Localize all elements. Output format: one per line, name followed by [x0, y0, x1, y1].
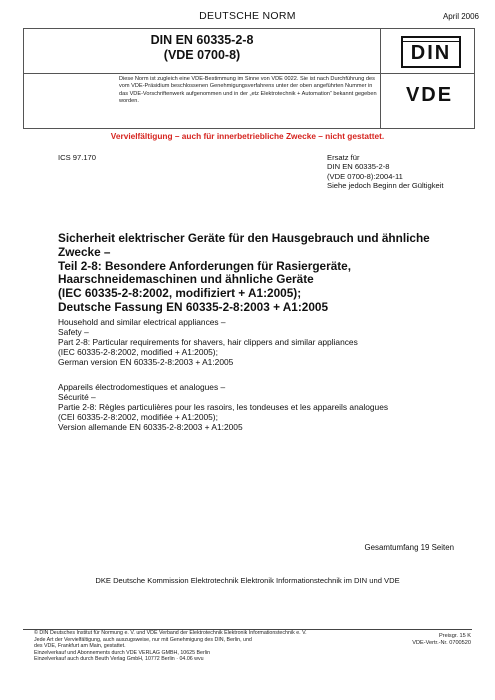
publication-date: April 2006 [442, 12, 479, 21]
replacement-line: Siehe jedoch Beginn der Gültigkeit [327, 181, 444, 191]
footer-line: Jede Art der Vervielfältigung, auch auszugsweise, nur mit Genehmigung des DIN, Berlin, und [34, 636, 252, 643]
footer-order-info [412, 633, 471, 647]
replacement-notice [327, 153, 444, 191]
french-title-line: Appareils électrodomestiques et analogues – [58, 382, 226, 392]
french-title [58, 382, 458, 432]
din-logo-text: DIN [410, 42, 452, 64]
box-divider-vertical [380, 29, 381, 128]
german-title-line: Teil 2-8: Besondere Anforderungen für Rasiergeräte, [58, 258, 352, 273]
french-title-line: Version allemande EN 60335-2-8:2003 + A1:2005 [58, 422, 243, 433]
replacement-line: Ersatz für [327, 153, 360, 162]
english-title-line: Part 2-8: Particular requirements for shavers, hair clippers and similar appliances [58, 337, 358, 348]
footer-line: © DIN Deutsches Institut für Normung e. V. und VDE Verband der Elektrotechnik Elektronik Informationstechnik e. V. [34, 630, 307, 636]
vde-classification: (VDE 0700-8) [163, 48, 241, 62]
copy-restriction-warning: Vervielfältigung – auch für innerbetriebliche Zwecke – nicht gestattet. [110, 131, 385, 141]
english-title-line: Safety – [58, 327, 89, 338]
standard-number-block [24, 33, 380, 63]
document-type-header: DEUTSCHE NORM [199, 10, 296, 22]
german-title [58, 232, 448, 315]
footer-line: Einzelverkauf auch durch Beuth Verlag GmbH, 10772 Berlin · 04.06 wvu [34, 656, 204, 663]
footer-line: Einzelverkauf und Abonnements durch VDE VERLAG GMBH, 10625 Berlin [34, 649, 211, 656]
order-number: VDE-Vertr.-Nr. 0700520 [412, 640, 471, 646]
english-title-line: German version EN 60335-2-8:2003 + A1:2005 [58, 357, 234, 368]
box-divider-horizontal [24, 73, 474, 74]
replacement-line: DIN EN 60335-2-8 [327, 162, 390, 172]
total-pages: Gesamtumfang 19 Seiten [364, 543, 454, 552]
english-title-line: (IEC 60335-2-8:2002, modified + A1:2005); [58, 347, 218, 358]
price-group: Preisgr. 15 K [438, 633, 471, 639]
dke-commission-line: DKE Deutsche Kommission Elektrotechnik Elektronik Informationstechnik im DIN und VDE [95, 576, 400, 585]
replacement-line: (VDE 0700-8):2004-11 [327, 171, 403, 181]
french-title-line: (CEI 60335-2-8:2002, modifiée + A1:2005); [58, 412, 218, 423]
german-title-line: Sicherheit elektrischer Geräte für den Hausgebrauch und ähnliche [58, 231, 430, 245]
vde-note: Diese Norm ist zugleich eine VDE-Bestimmung im Sinne von VDE 0022. Sie ist nach Durchführung des vom VDE-Präsidium beschlossenen Genehmigungsverfahrens unter der oben angeführten Nummer in das VDE-Vorschriftenwerk aufgenommen und in der „etz Elektrotechnik + Automation“ bekannt gegeben worden. [119, 76, 377, 105]
english-title [58, 317, 458, 367]
ics-code: ICS 97.170 [58, 153, 96, 162]
footer-line: des VDE, Frankfurt am Main, gestattet. [34, 643, 126, 650]
german-title-line: Deutsche Fassung EN 60335-2-8:2003 + A1:2005 [58, 299, 329, 314]
german-title-line: Zwecke – [58, 244, 111, 259]
french-title-line: Sécurité – [58, 392, 96, 403]
german-title-line: (IEC 60335-2-8:2002, modifiziert + A1:2005); [58, 286, 302, 301]
vde-logo: VDE [405, 84, 454, 106]
french-title-line: Partie 2-8: Règles particulières pour les rasoirs, les tondeuses et les appareils analogues [58, 402, 389, 413]
standard-identification-box [23, 28, 475, 129]
footer-copyright [34, 630, 379, 663]
german-title-line: Haarschneidemaschinen und ähnliche Geräte [58, 272, 314, 287]
din-logo [401, 36, 461, 68]
english-title-line: Household and similar electrical appliances – [58, 317, 226, 327]
standard-number: DIN EN 60335-2-8 [150, 33, 254, 47]
